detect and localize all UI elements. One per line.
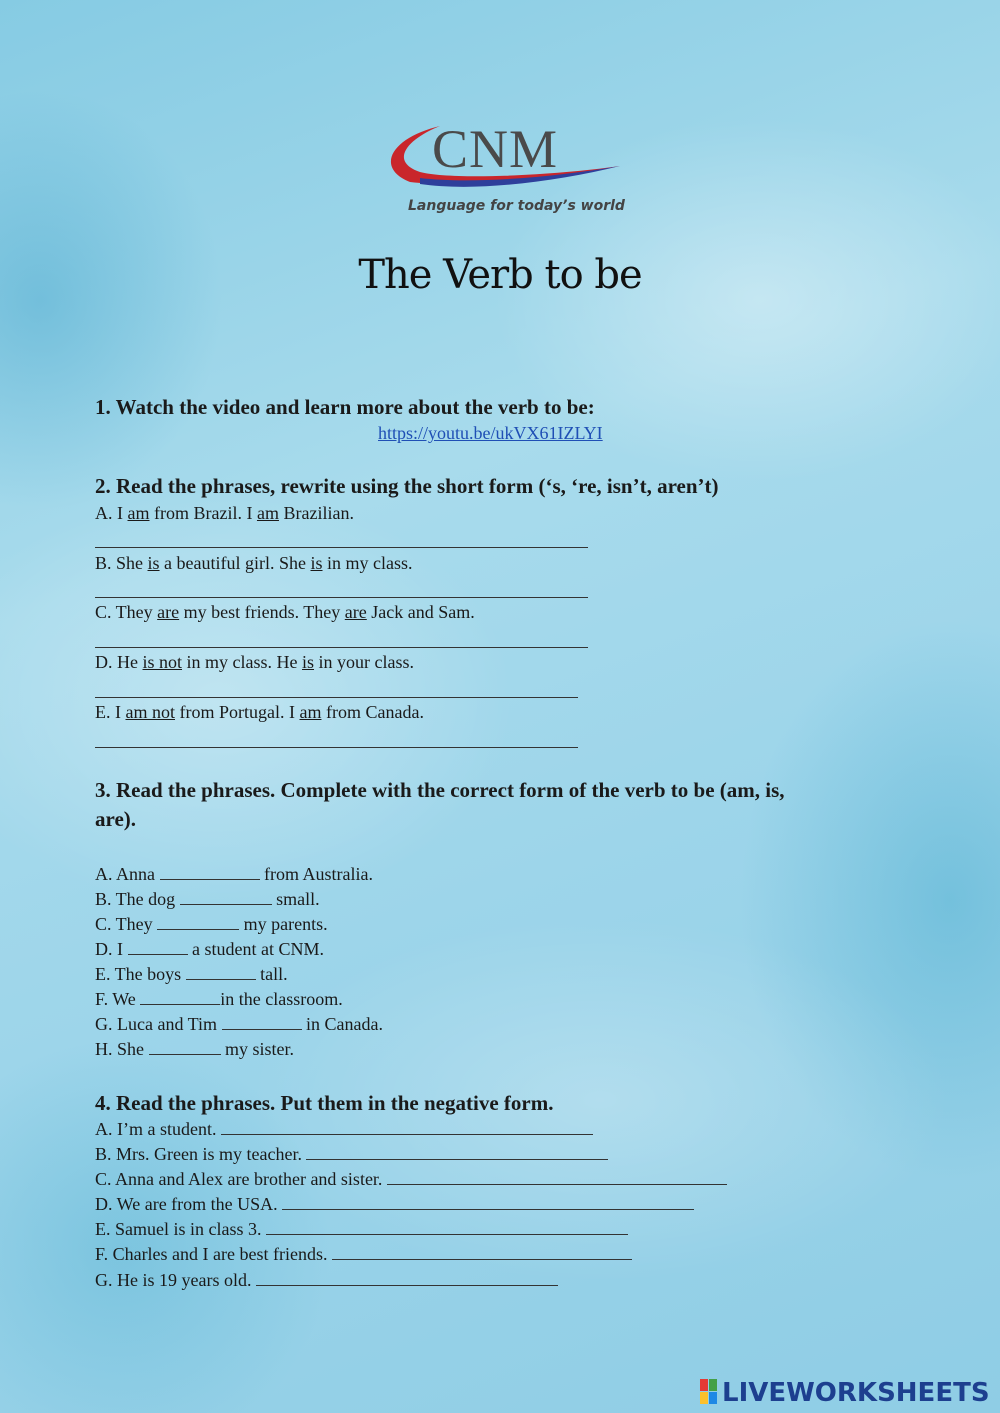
logo-brand: CNM <box>432 119 559 179</box>
section3-item-a: A. Anna from Australia. <box>95 864 373 884</box>
answer-line-d[interactable] <box>95 697 578 698</box>
blank-fill[interactable] <box>149 1040 221 1055</box>
answer-line[interactable] <box>282 1195 694 1210</box>
section3-item-g: G. Luca and Tim in Canada. <box>95 1014 383 1034</box>
answer-line[interactable] <box>332 1245 632 1260</box>
section3-item-h: H. She my sister. <box>95 1039 295 1059</box>
section4-item-d: D. We are from the USA. <box>95 1194 694 1215</box>
section4-item-e: E. Samuel is in class 3. <box>95 1219 628 1240</box>
answer-line-a[interactable] <box>95 547 588 548</box>
blank-fill[interactable] <box>128 940 188 955</box>
logo-tagline: Language for today’s world <box>408 198 625 214</box>
blank-fill[interactable] <box>186 965 256 980</box>
answer-line-c[interactable] <box>95 647 588 648</box>
section4-item-b: B. Mrs. Green is my teacher. <box>95 1144 608 1165</box>
section4-item-c: C. Anna and Alex are brother and sister. <box>95 1169 727 1190</box>
section2-item-a: A. I am from Brazil. I am Brazilian. <box>95 503 354 523</box>
blank-fill[interactable] <box>140 990 220 1005</box>
section3-item-b: B. The dog small. <box>95 889 320 909</box>
section3-item-e: E. The boys tall. <box>95 964 288 984</box>
section3-item-d: D. I a student at CNM. <box>95 939 324 959</box>
page-title: The Verb to be <box>358 252 642 298</box>
section4-item-g: G. He is 19 years old. <box>95 1270 558 1291</box>
section2-item-d: D. He is not in my class. He is in your class. <box>95 652 414 672</box>
section1-heading: 1. Watch the video and learn more about the verb to be: <box>95 395 595 419</box>
section2-item-b: B. She is a beautiful girl. She is in my class. <box>95 553 413 573</box>
blank-fill[interactable] <box>157 915 239 930</box>
answer-line[interactable] <box>266 1220 628 1235</box>
blank-fill[interactable] <box>222 1015 302 1030</box>
answer-line[interactable] <box>256 1271 558 1286</box>
section3-heading: 3. Read the phrases. Complete with the correct form of the verb to be (am, is, are). <box>95 778 785 831</box>
answer-line-e[interactable] <box>95 747 578 748</box>
section3-item-f: F. We in the classroom. <box>95 989 343 1009</box>
video-link[interactable]: https://youtu.be/ukVX61IZLYI <box>378 423 603 443</box>
answer-line[interactable] <box>221 1120 593 1135</box>
section2-heading: 2. Read the phrases, rewrite using the short form (‘s, ‘re, isn’t, aren’t) <box>95 474 719 498</box>
answer-line[interactable] <box>387 1170 727 1185</box>
answer-line-b[interactable] <box>95 597 588 598</box>
section3-item-c: C. They my parents. <box>95 914 328 934</box>
section4-heading: 4. Read the phrases. Put them in the negative form. <box>95 1091 554 1115</box>
section4-item-a: A. I’m a student. <box>95 1119 593 1140</box>
section4-item-f: F. Charles and I are best friends. <box>95 1244 632 1265</box>
liveworksheets-icon <box>700 1379 718 1405</box>
section2-item-e: E. I am not from Portugal. I am from Canada. <box>95 702 424 722</box>
liveworksheets-logo: LIVEWORKSHEETS <box>700 1378 990 1408</box>
section2-item-c: C. They are my best friends. They are Jack and Sam. <box>95 602 475 622</box>
blank-fill[interactable] <box>180 890 272 905</box>
answer-line[interactable] <box>306 1145 608 1160</box>
blank-fill[interactable] <box>160 865 260 880</box>
